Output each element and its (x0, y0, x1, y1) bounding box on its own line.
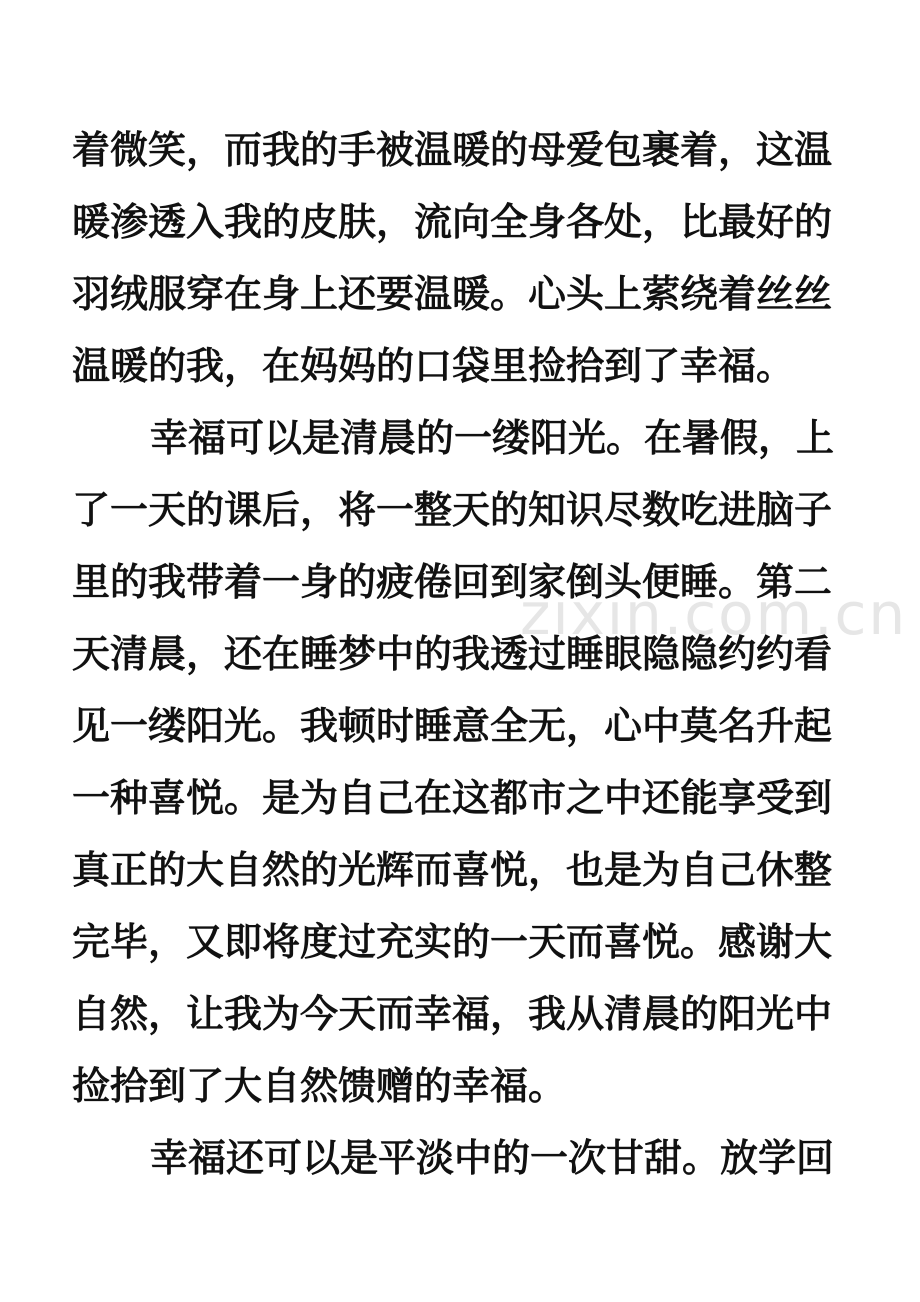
paragraph-first-line: 幸福可以是清晨的一缕阳光。在暑假，上 (150, 415, 835, 460)
text-line: 完毕，又即将度过充实的一天而喜悦。感谢大 (72, 919, 833, 964)
text-line: 捡拾到了大自然馈赠的幸福。 (72, 1063, 567, 1108)
text-line: 羽绒服穿在身上还要温暖。心头上萦绕着丝丝 (72, 271, 833, 316)
text-line: 见一缕阳光。我顿时睡意全无，心中莫名升起 (72, 703, 833, 748)
paragraph-first-line: 幸福还可以是平淡中的一次甘甜。放学回 (150, 1135, 835, 1180)
text-line: 着微笑，而我的手被温暖的母爱包裹着，这温 (72, 127, 833, 172)
text-line: 了一天的课后，将一整天的知识尽数吃进脑子 (72, 487, 833, 532)
text-line: 天清晨，还在睡梦中的我透过睡眼隐隐约约看 (72, 631, 833, 676)
text-line: 一种喜悦。是为自己在这都市之中还能享受到 (72, 775, 833, 820)
text-line: 自然，让我为今天而幸福，我从清晨的阳光中 (72, 991, 833, 1036)
text-line: 里的我带着一身的疲倦回到家倒头便睡。第二 (72, 559, 833, 604)
text-line: 真正的大自然的光辉而喜悦，也是为自己休整 (72, 847, 833, 892)
watermark: zixin.com.cn (520, 580, 908, 648)
text-line: 温暖的我，在妈妈的口袋里捡拾到了幸福。 (72, 343, 795, 388)
text-line: 暖渗透入我的皮肤，流向全身各处，比最好的 (72, 199, 833, 244)
